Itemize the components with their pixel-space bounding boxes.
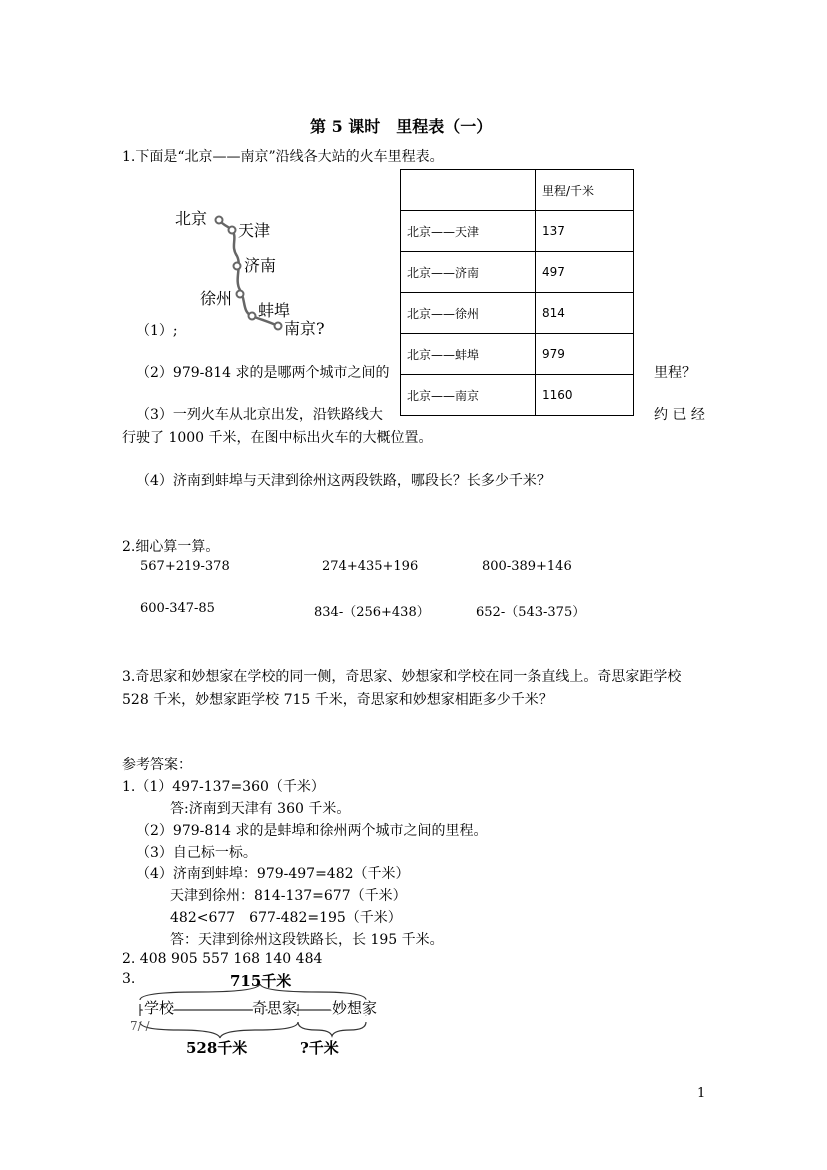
q3-line1: 3.奇思家和妙想家在学校的同一侧，奇思家、妙想家和学校在同一条直线上。奇思家距学校 xyxy=(122,669,682,685)
point-label: 妙想家 xyxy=(332,999,378,1017)
table-row xyxy=(401,293,634,334)
mileage-table xyxy=(400,169,634,416)
q1-sub2-right: 里程？ xyxy=(654,365,696,381)
table-cell: 北京——徐州 xyxy=(401,293,536,334)
station-dot xyxy=(249,313,256,320)
q2-title: 2.细心算一算。 xyxy=(122,539,220,555)
answer-line: 2. 408 905 557 168 140 484 xyxy=(122,951,323,967)
station-dot xyxy=(275,323,282,330)
table-header-row xyxy=(401,170,634,211)
q1-sub1: （1）; xyxy=(136,323,178,339)
answers-heading: 参考答案： xyxy=(122,757,192,773)
railway-map xyxy=(160,196,360,346)
station-label: 济南 xyxy=(244,256,277,275)
page-title: 第 5 课时 里程表（一） xyxy=(310,117,493,136)
station-label: 蚌埠 xyxy=(258,301,291,320)
table-row xyxy=(401,211,634,252)
diagram-bottom-right: ?千米 xyxy=(300,1039,339,1057)
q1-intro: 1.下面是“北京——南京”沿线各大站的火车里程表。 xyxy=(122,149,444,165)
bottom-brace-right xyxy=(298,1022,366,1036)
table-cell: 979 xyxy=(536,334,634,375)
table-cell: 814 xyxy=(536,293,634,334)
table-cell: 1160 xyxy=(536,375,634,416)
station-label: 天津 xyxy=(238,221,271,240)
table-cell: 北京——天津 xyxy=(401,211,536,252)
table-cell: 北京——南京 xyxy=(401,375,536,416)
answer-line: 482<677 677-482=195（千米） xyxy=(170,910,402,926)
q1-sub3-line2: 行驶了 1000 千米，在图中标出火车的大概位置。 xyxy=(122,430,433,446)
q1-sub4: （4）济南到蚌埠与天津到徐州这两段铁路，哪段长？长多少千米？ xyxy=(136,473,551,489)
station-label: 北京 xyxy=(175,209,208,228)
bottom-brace-left xyxy=(140,1022,298,1038)
q1-sub3-right: 约 已 经 xyxy=(654,407,705,423)
diagram-top-label: 715千米 xyxy=(230,972,292,990)
q3-line2: 528 千米，妙想家距学校 715 千米，奇思家和妙想家相距多少千米？ xyxy=(122,692,553,708)
table-cell: 497 xyxy=(536,252,634,293)
table-header-mileage: 里程/千米 xyxy=(536,170,634,211)
table-row xyxy=(401,252,634,293)
table-cell: 北京——蚌埠 xyxy=(401,334,536,375)
table-cell: 北京——济南 xyxy=(401,252,536,293)
table-row xyxy=(401,375,634,416)
expression: 834-（256+438） xyxy=(314,605,430,620)
point-label: 奇思家 xyxy=(252,999,298,1017)
expression: 800-389+146 xyxy=(482,559,572,574)
station-label: 南京? xyxy=(284,319,325,338)
table-cell: 137 xyxy=(536,211,634,252)
answer-line: （3）自己标一标。 xyxy=(136,845,257,861)
diagram-bottom-left: 528千米 xyxy=(186,1039,248,1057)
expression: 600-347-85 xyxy=(140,601,215,616)
point-label: 学校 xyxy=(144,999,175,1017)
q1-sub2-left: （2）979-814 求的是哪两个城市之间的 xyxy=(136,365,390,381)
expression: 652-（543-375） xyxy=(476,605,586,620)
station-dot xyxy=(216,217,223,224)
answer-line: （2）979-814 求的是蚌埠和徐州两个城市之间的里程。 xyxy=(136,823,488,839)
side-marks: 7/ / xyxy=(130,1019,150,1033)
answer-line: 答:济南到天津有 360 千米。 xyxy=(170,801,351,817)
q1-sub3-left: （3）一列火车从北京出发，沿铁路线大 xyxy=(136,407,383,423)
answer-line: 3. xyxy=(122,971,136,987)
distance-diagram xyxy=(128,966,398,1058)
expression: 274+435+196 xyxy=(322,559,419,574)
table-row xyxy=(401,334,634,375)
station-label: 徐州 xyxy=(200,289,233,308)
station-dot xyxy=(229,227,236,234)
answer-line: 天津到徐州：814-137=677（千米） xyxy=(170,888,407,904)
answer-line: 1.（1）497-137=360（千米） xyxy=(122,779,325,795)
page-number: 1 xyxy=(697,1086,706,1101)
table-cell xyxy=(401,170,536,211)
expression: 567+219-378 xyxy=(140,559,230,574)
answer-line: 答：天津到徐州这段铁路长，长 195 千米。 xyxy=(170,932,444,948)
answer-line: （4）济南到蚌埠：979-497=482（千米） xyxy=(136,866,410,882)
station-dot xyxy=(237,291,244,298)
station-dot xyxy=(234,263,241,270)
